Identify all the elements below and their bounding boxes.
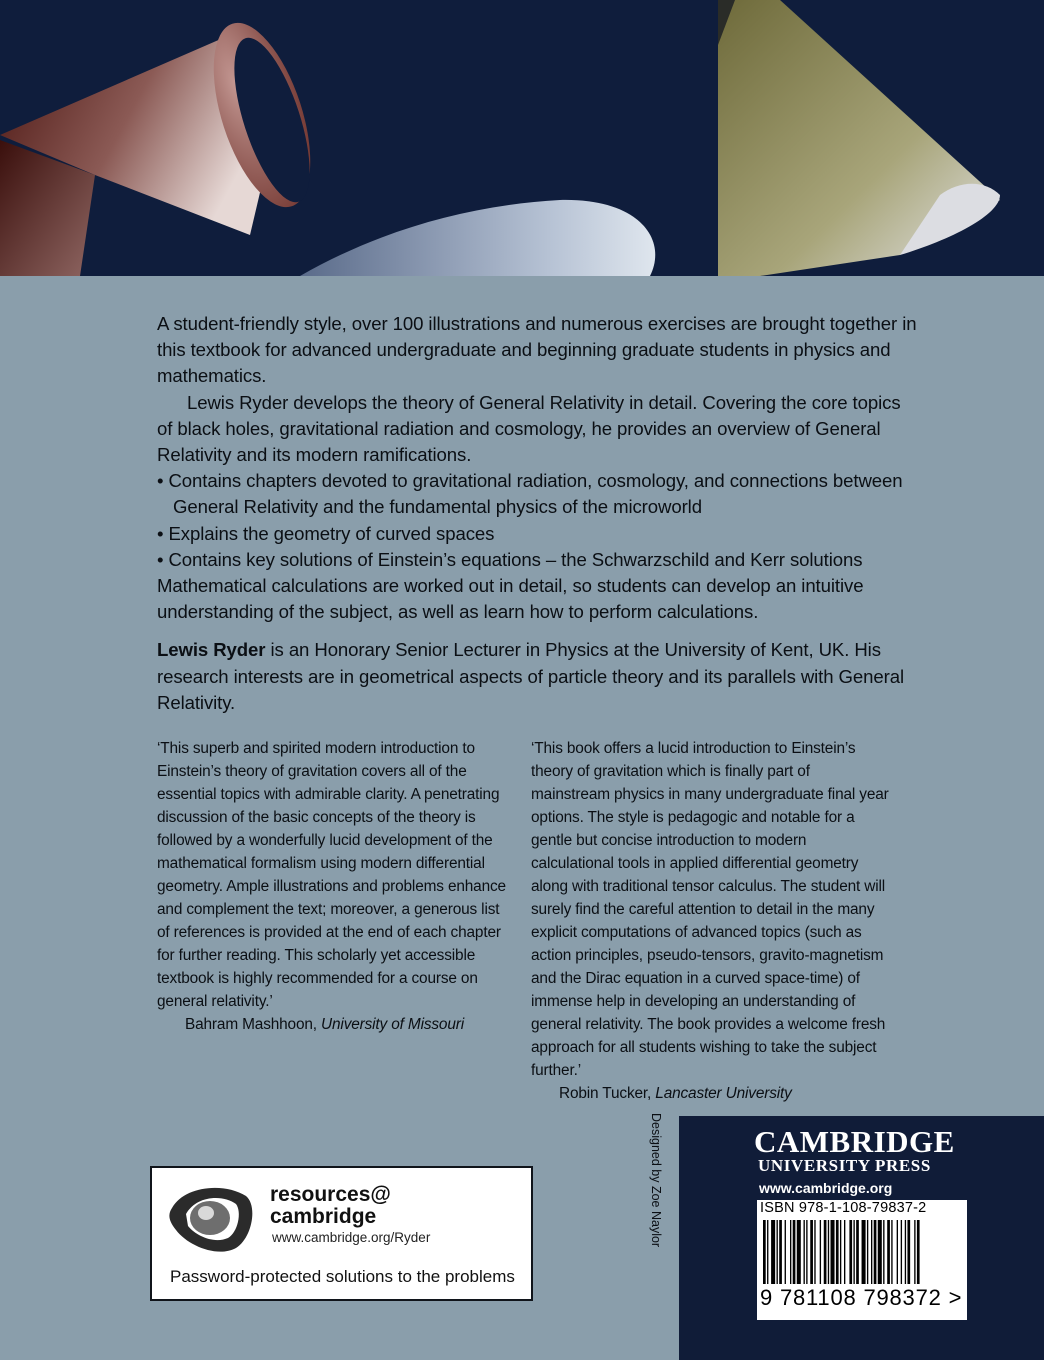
- publisher-name: CAMBRIDGE: [754, 1124, 955, 1159]
- barcode-bar: [836, 1220, 839, 1284]
- cover-illustration: [0, 0, 1044, 276]
- barcode-bar: [804, 1220, 805, 1284]
- review-quote: [531, 737, 891, 1105]
- barcode-bar: [763, 1220, 766, 1284]
- barcode-bar: [914, 1220, 915, 1284]
- barcode-bar: [891, 1220, 892, 1284]
- barcode-bar: [878, 1220, 882, 1284]
- barcode-bar: [777, 1220, 778, 1284]
- feature-bullet: • Explains the geometry of curved spaces: [157, 522, 495, 544]
- description-paragraph: A student-friendly style, over 100 illustrations and numerous exercises are brought together in this textbook for advanced undergraduate and beginning graduate students in physics and mathematics.: [157, 313, 917, 387]
- feature-bullet: • Contains key solutions of Einstein’s equations – the Schwarzschild and Kerr solutions: [157, 548, 863, 570]
- designer-credit: Designed by Zoe Naylor: [649, 1113, 663, 1248]
- publisher-subtitle: UNIVERSITY PRESS: [758, 1156, 931, 1175]
- resources-eye-icon: [166, 1178, 258, 1258]
- barcode-bar: [797, 1220, 801, 1284]
- resources-panel: [150, 1166, 533, 1301]
- review-text: ‘This superb and spirited modern introduction to Einstein’s theory of gravitation covers all of the essential topics with admirable clarity. A penetrating discussion of the basic concepts of the theory is followed by a wonderfully lucid development of the mathematical formalism using modern differential geometry. Ample illustrations and problems enhance and complement the text; moreover, a generous list of references is provided at the end of each chapter for further reading. This scholarly yet accessible textbook is highly recommended for a course on general relativity.’: [157, 740, 506, 1010]
- author-bio-text: is an Honorary Senior Lecturer in Physics at the University of Kent, UK. His research interests are in geometrical aspects of particle theory and its parallels with General Relativity.: [157, 639, 905, 713]
- barcode-bar: [917, 1220, 920, 1284]
- barcode-bar: [853, 1220, 854, 1284]
- barcode-bar: [867, 1220, 868, 1284]
- book-description: [157, 311, 917, 716]
- barcode-bar: [810, 1220, 813, 1284]
- barcode-bar: [844, 1220, 845, 1284]
- barcode-bar: [840, 1220, 841, 1284]
- resources-url: www.cambridge.org/Ryder: [272, 1230, 431, 1245]
- barcode-bar: [806, 1220, 807, 1284]
- barcode-bar: [793, 1220, 796, 1284]
- description-paragraph: Lewis Ryder develops the theory of General Relativity in detail. Covering the core topics of black holes, gravitational radiation and cosmology, he provides an overview of General Relativity and its modern ramifications.: [157, 391, 901, 466]
- cover-cones-graphic: [0, 0, 1044, 276]
- reviewer-name: Robin Tucker,: [559, 1085, 656, 1102]
- barcode-bar: [814, 1220, 815, 1284]
- publisher-url: www.cambridge.org: [759, 1180, 893, 1196]
- barcode-bar: [887, 1220, 890, 1284]
- barcode-bar: [771, 1220, 775, 1284]
- barcode-bar: [828, 1220, 829, 1284]
- review-text: ‘This book offers a lucid introduction to Einstein’s theory of gravitation which is finally part of mainstream physics in many undergraduate final year options. The style is pedagogic and notable for a gentle but concise introduction to modern calculational tools in applied differential geometry along with traditional tensor calculus. The student will surely find the careful attention to detail in the many explicit computations of advanced topics (such as action principles, pseudo-tensors, gravito-magnetism and the Dirac equation in a curved space-time) of immense help in developing an understanding of general relativity. The book provides a welcome fresh approach for all students wishing to take the subject further.’: [531, 740, 889, 1079]
- isbn-label: ISBN 978-1-108-79837-2: [760, 1200, 927, 1216]
- barcode-bar: [849, 1220, 852, 1284]
- barcode-bar: [820, 1220, 821, 1284]
- barcode-bar: [901, 1220, 902, 1284]
- barcode-bar: [874, 1220, 877, 1284]
- barcode-bar: [905, 1220, 906, 1284]
- barcode-bar: [871, 1220, 872, 1284]
- barcode-bar: [897, 1220, 898, 1284]
- reviewer-affiliation: Lancaster University: [655, 1085, 792, 1102]
- barcode-bar: [824, 1220, 827, 1284]
- barcode-digits: 9 781108 798372 >: [760, 1285, 963, 1310]
- author-name: Lewis Ryder: [157, 639, 266, 661]
- barcode-bar: [883, 1220, 884, 1284]
- barcode-bar: [785, 1220, 786, 1284]
- barcode-bars: [761, 1220, 959, 1284]
- barcode-bar: [856, 1220, 859, 1284]
- description-paragraph: Mathematical calculations are worked out in detail, so students can develop an intuitive understanding of the subject, as well as learn how to perform calculations.: [157, 575, 864, 623]
- barcode-bar: [779, 1220, 782, 1284]
- reviewer-name: Bahram Mashhoon,: [185, 1016, 322, 1033]
- barcode-bar: [790, 1220, 791, 1284]
- feature-bullet: • Contains chapters devoted to gravitational radiation, cosmology, and connections between General Relativity and the fundamental physics of the microworld: [157, 470, 903, 518]
- review-attribution: [157, 1013, 513, 1036]
- barcode-bar: [831, 1220, 835, 1284]
- resources-caption: Password-protected solutions to the problems: [170, 1267, 515, 1286]
- barcode-bar: [767, 1220, 768, 1284]
- review-attribution: [531, 1082, 891, 1105]
- resources-title: resources@ cambridge: [270, 1183, 391, 1228]
- author-bio: [157, 637, 917, 716]
- review-quote: [157, 737, 513, 1036]
- isbn-barcode: [757, 1200, 967, 1320]
- reviewer-affiliation: University of Missouri: [321, 1016, 464, 1033]
- barcode-bar: [907, 1220, 910, 1284]
- barcode-bar: [862, 1220, 866, 1284]
